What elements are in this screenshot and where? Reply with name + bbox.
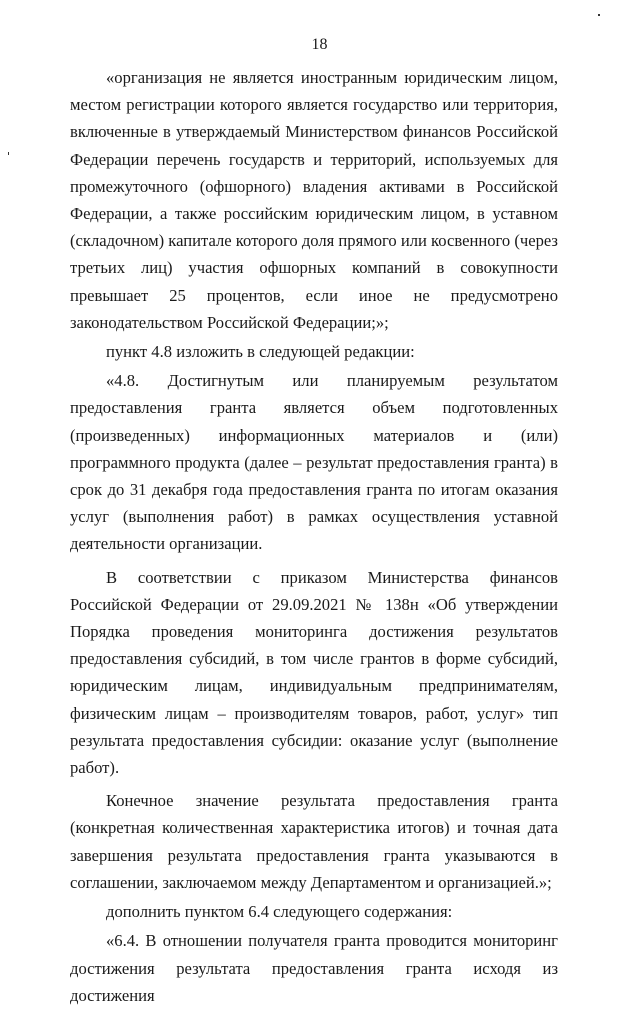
paragraph-ministry-order: В соответствии с приказом Министерства финансов Российской Федерации от 29.09.2021 № 138н «Об утверждении Порядка проведения мониторинга достижения результатов предоставления субсидий, в том числе грантов в форме субсидий, юридическим лицам, индивидуальным предпринимателям, физическим лицам – производителям товаров, работ, услуг» тип результата предоставления субсидии: оказание услуг (выполнение работ).	[70, 567, 558, 778]
paragraph-clause-6-4: «6.4. В отношении получателя гранта проводится мониторинг достижения результата предоставления гранта исходя из достижения	[70, 931, 558, 1005]
paragraph-clause-4-8: «4.8. Достигнутым или планируемым результатом предоставления гранта является объем подготовленных (произведенных) информационных материалов и (или) программного продукта (далее – результат предоставления гранта) в срок до 31 декабря года предоставления гранта по итогам оказания услуг (выполнения работ) в рамках осуществления уставной деятельности организации.	[70, 371, 558, 554]
paragraph-amend-4-8: пункт 4.8 изложить в следующей редакции:	[106, 342, 415, 362]
scan-mark	[598, 14, 600, 16]
paragraph-offshore-condition: «организация не является иностранным юридическим лицом, местом регистрации которого является государство или территория, включенные в утверждаемый Министерством финансов Российской Федерации перечень государств и территорий, используемых для промежуточного (офшорного) владения активами в Российской Федерации, а также российским юридическим лицом, в уставном (складочном) капитале которого доля прямого или косвенного (через третьих лиц) участия офшорных компаний в совокупности превышает 25 процентов, если иное не предусмотрено законодательством Российской Федерации;»;	[70, 68, 558, 332]
scan-mark	[8, 152, 9, 155]
document-body	[70, 64, 558, 1011]
paragraph-amend-6-4: дополнить пунктом 6.4 следующего содержания:	[106, 902, 453, 922]
page-number: 18	[311, 36, 328, 53]
paragraph-final-value: Конечное значение результата предоставления гранта (конкретная количественная характеристика итогов) и точная дата завершения результата предоставления гранта указываются в соглашении, заключаемом между Департаментом и организацией.»;	[70, 791, 558, 892]
